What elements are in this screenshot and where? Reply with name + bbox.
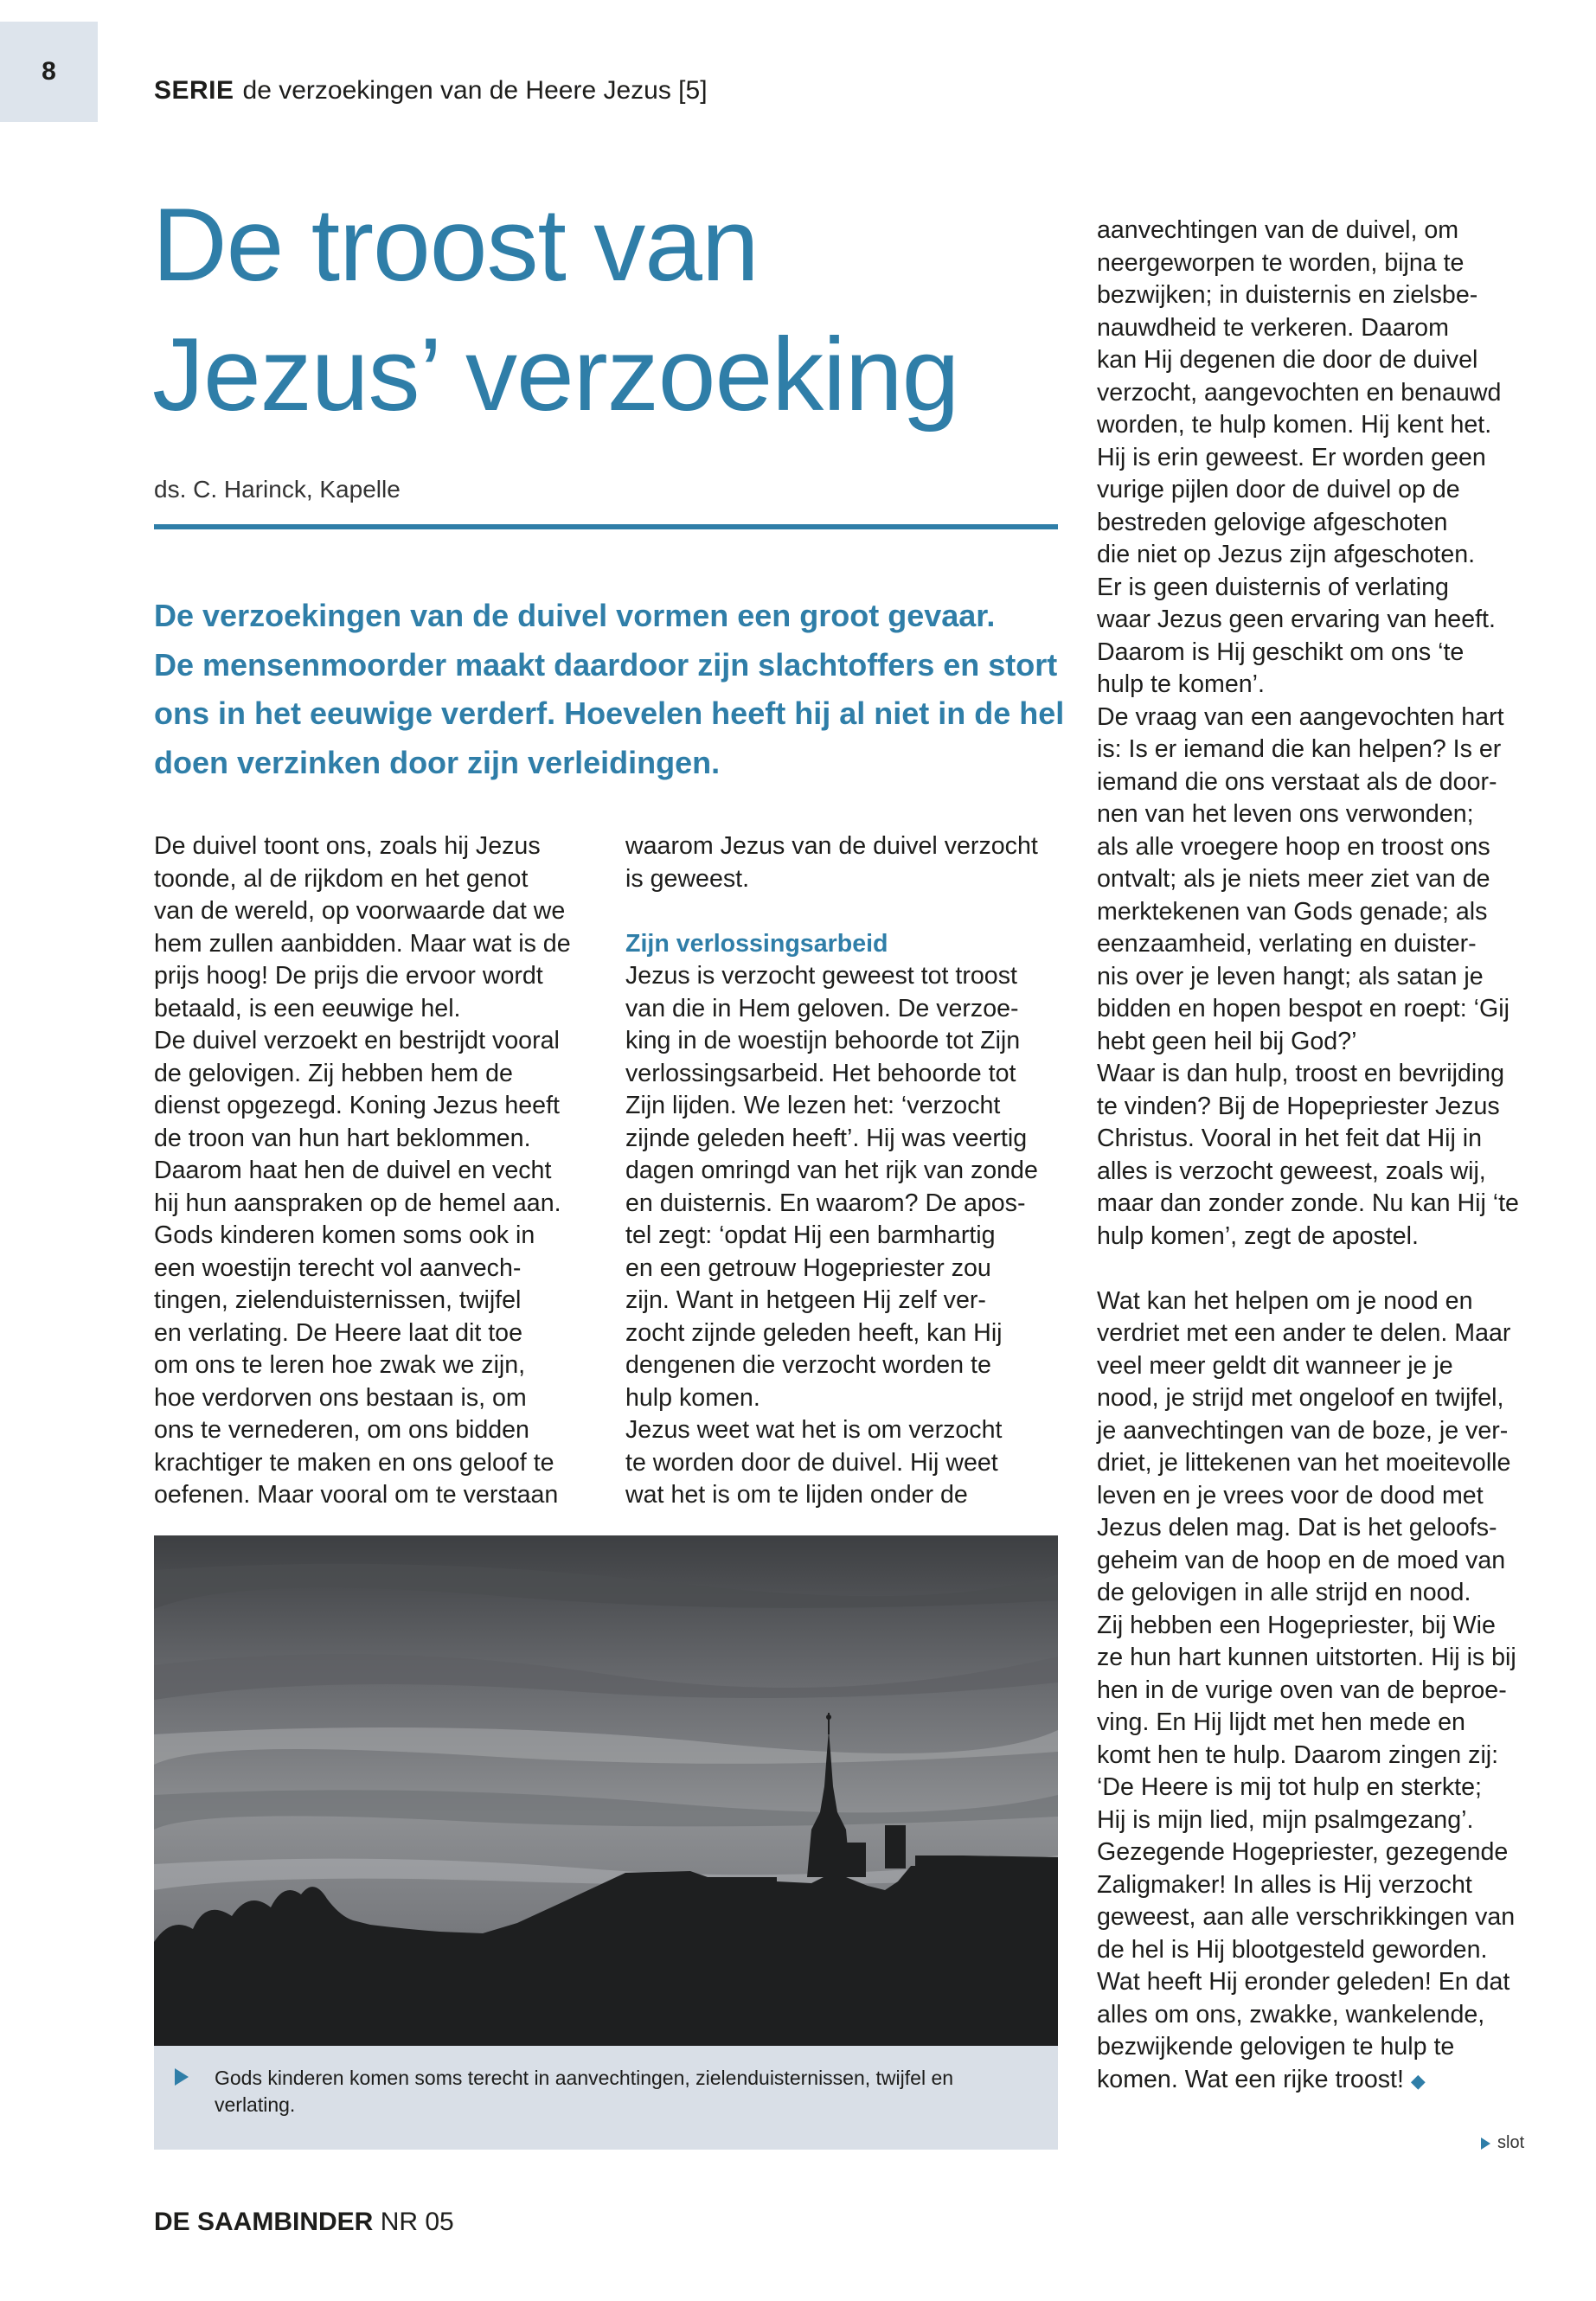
text-line: bestreden gelovige afgeschoten — [1097, 508, 1448, 536]
text-line: Daarom haat hen de duivel en vecht — [154, 1157, 552, 1184]
text-line: nauwdheid te verkeren. Daarom — [1097, 313, 1449, 342]
text-line: alles is verzocht geweest, zoals wij, — [1097, 1157, 1486, 1185]
text-line: hulp komen’, zegt de apostel. — [1097, 1221, 1419, 1250]
text-line: Christus. Vooral in het feit dat Hij in — [1097, 1125, 1483, 1152]
text-line: De vraag van een aangevochten hart — [1097, 702, 1504, 731]
lead-line: doen verzinken door zijn verleidingen. — [154, 744, 721, 780]
text-line: en verlating. De Heere laat dit toe — [154, 1318, 522, 1347]
text-line: Zij hebben een Hogepriester, bij Wie — [1097, 1611, 1496, 1639]
text-line: waarom Jezus van de duivel verzocht — [625, 832, 1038, 860]
text-line: Hij is erin geweest. Er worden geen — [1097, 443, 1486, 471]
text-line: ons te vernederen, om ons bidden — [154, 1416, 529, 1444]
text-line: worden, te hulp komen. Hij kent het. — [1097, 411, 1492, 439]
text-line: zijn. Want in hetgeen Hij zelf ver- — [625, 1286, 986, 1314]
text-line: Jezus delen mag. Dat is het geloofs- — [1097, 1514, 1497, 1541]
text-line: hem zullen aanbidden. Maar wat is de — [154, 929, 571, 958]
text-line: en duisternis. En waarom? De apos- — [625, 1189, 1026, 1217]
text-line: komt hen te hulp. Daarom zingen zij: — [1097, 1740, 1499, 1769]
text-line: hen in de vurige oven van de beproe- — [1097, 1676, 1507, 1704]
text-line: dengenen die verzocht worden te — [625, 1351, 991, 1379]
text-line: geweest, aan alle verschrikkingen van — [1097, 1903, 1516, 1931]
text-line: alles om ons, zwakke, wankelende, — [1097, 2000, 1485, 2029]
text-line: hulp te komen’. — [1097, 670, 1265, 698]
text-line: dagen omringd van het rijk van zonde — [625, 1157, 1038, 1184]
text-line: te vinden? Bij de Hopepriester Jezus — [1097, 1092, 1500, 1120]
lead-paragraph — [154, 592, 1071, 787]
text-line: om ons te leren hoe zwak we zijn, — [154, 1351, 526, 1379]
text-line: Jezus is verzocht geweest tot troost — [625, 962, 1017, 990]
text-line: hoe verdorven ons bestaan is, om — [154, 1383, 527, 1412]
series-header — [154, 76, 708, 106]
text-line: Gods kinderen komen soms ook in — [154, 1221, 535, 1249]
text-line: toonde, al de rijkdom en het genot — [154, 864, 529, 893]
text-line: bezwijkende gelovigen te hulp te — [1097, 2033, 1455, 2061]
text-line: Wat kan het helpen om je nood en — [1097, 1286, 1473, 1315]
paragraph-gap — [625, 895, 1067, 928]
body-column-2 — [625, 830, 1067, 1512]
lead-line: ons in het eeuwige verderf. Hoevelen heeft hij al niet in de hel — [154, 695, 1065, 731]
text-line: verlossingsarbeid. Het behoorde tot — [625, 1059, 1016, 1087]
issue-number: NR 05 — [380, 2208, 454, 2236]
text-line: nood, je strijd met ongeloof en twijfel, — [1097, 1384, 1504, 1412]
text-line: waar Jezus geen ervaring van heeft. — [1097, 606, 1496, 633]
text-line: tel zegt: ‘opdat Hij een barmhartig — [625, 1221, 996, 1249]
text-line: Daarom is Hij geschikt om ons ‘te — [1097, 638, 1465, 666]
text-line: verzocht, aangevochten en benauwd — [1097, 378, 1502, 407]
text-line: Zaligmaker! In alles is Hij verzocht — [1097, 1870, 1472, 1899]
text-line: wat het is om te lijden onder de — [625, 1481, 968, 1509]
text-line: een woestijn terecht vol aanvech- — [154, 1253, 522, 1282]
series-label: SERIE — [154, 76, 234, 105]
text-line: ‘De Heere is mij tot hulp en sterkte; — [1097, 1773, 1482, 1801]
text-line: hulp komen. — [625, 1383, 760, 1412]
text-line: hebt geen heil bij God?’ — [1097, 1027, 1357, 1055]
caption-line: Gods kinderen komen soms terecht in aanvechtingen, zielenduisternissen, twijfel en — [215, 2067, 954, 2089]
text-line: aanvechtingen van de duivel, om — [1097, 216, 1459, 244]
text-line: die niet op Jezus zijn afgeschoten. — [1097, 541, 1476, 568]
text-line: bezwijken; in duisternis en zielsbe- — [1097, 281, 1478, 309]
text-line: ving. En Hij lijdt met hen mede en — [1097, 1708, 1465, 1736]
text-line: kan Hij degenen die door de duivel — [1097, 346, 1478, 374]
caption-arrow-icon — [175, 2068, 189, 2086]
text-line: de gelovigen in alle strijd en nood. — [1097, 1579, 1471, 1606]
text-line: Wat heeft Hij eronder geleden! En dat — [1097, 1968, 1510, 1996]
text-line: neergeworpen te worden, bijna te — [1097, 248, 1465, 277]
text-line: vurige pijlen door de duivel op de — [1097, 476, 1460, 503]
text-line: zijnde geleden heeft’. Hij was veertig — [625, 1124, 1028, 1152]
text-line: verdriet met een ander te delen. Maar — [1097, 1319, 1511, 1347]
text-line: de troon van hun hart beklommen. — [154, 1124, 531, 1152]
title-line: Jezus’ verzoeking — [152, 317, 959, 433]
text-line: van de wereld, op voorwaarde dat we — [154, 897, 566, 925]
text-line: De duivel toont ons, zoals hij Jezus — [154, 832, 541, 860]
text-line: Hij is mijn lied, mijn psalmgezang’. — [1097, 1805, 1474, 1834]
series-title: de verzoekingen van de Heere Jezus [5] — [242, 76, 708, 105]
text-line: Er is geen duisternis of verlating — [1097, 573, 1449, 601]
text-line: tingen, zielenduisternissen, twijfel — [154, 1286, 522, 1314]
text-line: driet, je littekenen van het moeitevolle — [1097, 1449, 1511, 1477]
footer-masthead — [154, 2208, 454, 2237]
subheading: Zijn verlossingsarbeid — [625, 929, 888, 958]
slot-marker — [1481, 2133, 1524, 2153]
text-line: leven en je vrees voor de dood met — [1097, 1481, 1484, 1509]
body-column-1 — [154, 830, 595, 1512]
text-line: hij hun aanspraken op de hemel aan. — [154, 1189, 561, 1217]
text-line: Zijn lijden. We lezen het: ‘verzocht — [625, 1092, 1001, 1119]
text-line: eenzaamheid, verlating en duister- — [1097, 930, 1477, 958]
caption-line: verlating. — [215, 2093, 296, 2116]
text-line: is geweest. — [625, 864, 750, 893]
text-line: is: Is er iemand die kan helpen? Is er — [1097, 735, 1502, 763]
text-line: De duivel verzoekt en bestrijdt vooral — [154, 1027, 560, 1054]
closing-line — [1097, 2064, 1547, 2098]
text-line: nen van het leven ons verwonden; — [1097, 800, 1474, 828]
author-byline: ds. C. Harinck, Kapelle — [154, 476, 401, 503]
text-line: prijs hoog! De prijs die ervoor wordt — [154, 962, 543, 990]
lead-line: De mensenmoorder maakt daardoor zijn slachtoffers en stort — [154, 646, 1058, 683]
text-line: Gezegende Hogepriester, gezegende — [1097, 1838, 1509, 1866]
slot-arrow-icon — [1481, 2138, 1490, 2150]
text-line: king in de woestijn behoorde tot Zijn — [625, 1027, 1021, 1054]
text-line: veel meer geldt dit wanneer je je — [1097, 1351, 1453, 1380]
slot-label: slot — [1497, 2133, 1525, 2152]
lead-line: De verzoekingen van de duivel vormen een groot gevaar. — [154, 598, 996, 633]
text-line: merktekenen van Gods genade; als — [1097, 897, 1488, 926]
text-line: geheim van de hoop en de moed van — [1097, 1546, 1506, 1574]
body-column-3 — [1097, 215, 1547, 2097]
text-line: oefenen. Maar vooral om te verstaan — [154, 1481, 559, 1509]
text-line: te worden door de duivel. Hij weet — [625, 1448, 998, 1477]
text-line: van die in Hem geloven. De verzoe- — [625, 994, 1019, 1022]
text-line: betaald, is een eeuwige hel. — [154, 994, 461, 1022]
photo-caption — [154, 2046, 1058, 2150]
text-line: bidden en hopen bespot en roept: ‘Gij — [1097, 995, 1509, 1022]
magazine-name: DE SAAMBINDER — [154, 2208, 374, 2236]
article-title — [152, 180, 1069, 439]
text-line: Waar is dan hulp, troost en bevrijding — [1097, 1060, 1504, 1087]
text-line: als alle vroegere hoop en troost ons — [1097, 832, 1490, 861]
text-line: krachtiger te maken en ons geloof te — [154, 1448, 554, 1477]
text-line: dienst opgezegd. Koning Jezus heeft — [154, 1092, 560, 1119]
text-line: ontvalt; als je niets meer ziet van de — [1097, 865, 1490, 893]
page-number: 8 — [0, 22, 98, 122]
title-line: De troost van — [152, 187, 759, 303]
text-line: de gelovigen. Zij hebben hem de — [154, 1059, 513, 1087]
title-rule — [154, 524, 1058, 529]
text-line: zocht zijnde geleden heeft, kan Hij — [625, 1318, 1003, 1347]
paragraph-gap — [1097, 1253, 1547, 1285]
closing-text: komen. Wat een rijke troost! — [1097, 2065, 1404, 2093]
text-line: de hel is Hij blootgesteld geworden. — [1097, 1935, 1488, 1964]
caption-text — [215, 2065, 1036, 2118]
text-line: Jezus weet wat het is om verzocht — [625, 1416, 1003, 1444]
text-line: maar dan zonder zonde. Nu kan Hij ‘te — [1097, 1189, 1519, 1217]
text-line: nis over je leven hangt; als satan je — [1097, 962, 1484, 990]
text-line: iemand die ons verstaat als de door- — [1097, 767, 1497, 796]
text-line: en een getrouw Hogepriester zou — [625, 1253, 991, 1282]
article-photo — [154, 1535, 1058, 2046]
text-line: ze hun hart kunnen uitstorten. Hij is bij — [1097, 1644, 1516, 1671]
end-mark-icon: ◆ — [1410, 2069, 1426, 2092]
text-line: je aanvechtingen van de boze, je ver- — [1097, 1416, 1509, 1445]
